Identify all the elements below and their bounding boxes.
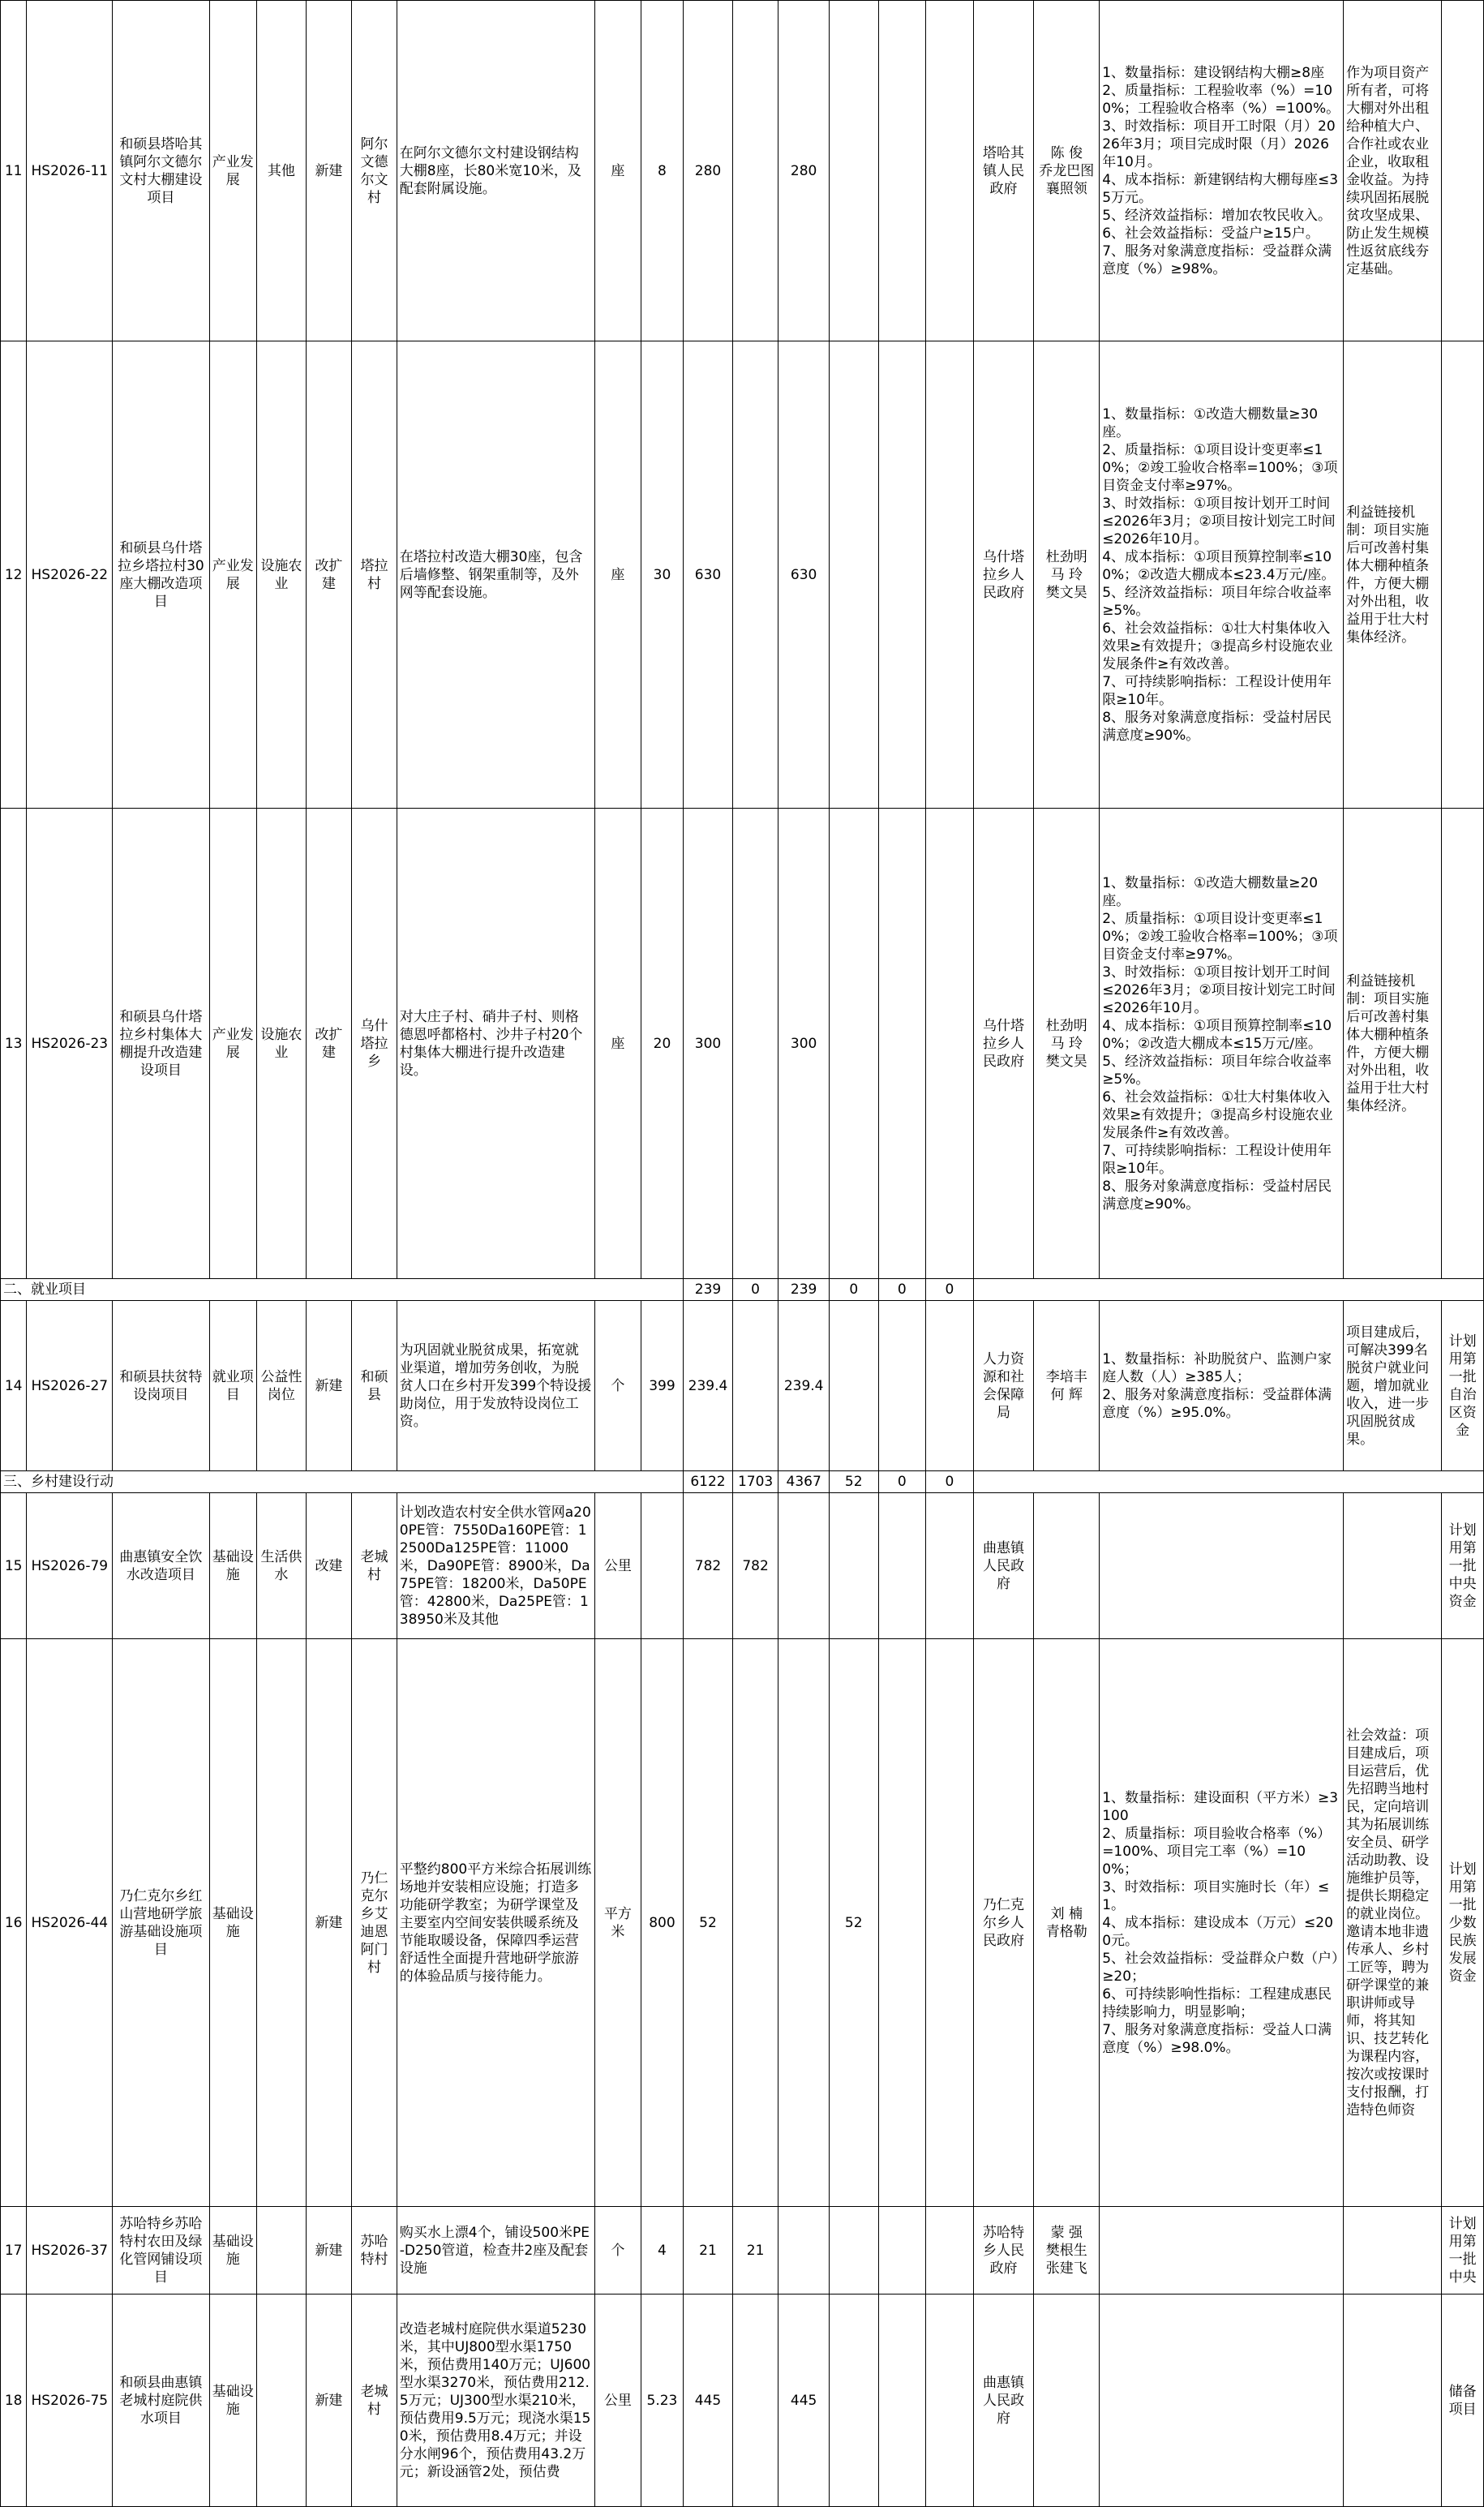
project-subcategory: 公益性岗位	[257, 1301, 307, 1471]
section-row	[1, 1279, 1484, 1301]
unit: 座	[595, 341, 641, 809]
project-location: 苏哈特村	[352, 2207, 397, 2295]
table-row	[1, 1639, 1484, 2207]
scale: 5.23	[641, 2295, 684, 2507]
fund-1	[732, 809, 778, 1279]
project-subcategory: 其他	[257, 1, 307, 341]
project-category: 产业发展	[209, 341, 257, 809]
benefit-mechanism	[1344, 2295, 1442, 2507]
table-row	[1, 341, 1484, 809]
project-name: 和硕县乌什塔拉乡村集体大棚提升改造建设项目	[113, 809, 209, 1279]
fund-1	[732, 1, 778, 341]
table-row	[1, 1301, 1484, 1471]
benefit-mechanism	[1344, 2207, 1442, 2295]
build-type: 新建	[306, 1639, 352, 2207]
fund-4	[878, 1639, 926, 2207]
fund-3	[829, 1301, 878, 1471]
section-f3: 0	[829, 1279, 878, 1301]
section-f2: 239	[778, 1279, 830, 1301]
table-body	[1, 1, 1484, 2507]
remark	[1442, 809, 1484, 1279]
project-name: 苏哈特乡苏哈特村农田及绿化管网铺设项目	[113, 2207, 209, 2295]
row-number: 15	[1, 1493, 27, 1639]
project-content: 为巩固就业脱贫成果，拓宽就业渠道，增加劳务创收，为脱贫人口在乡村开发399个特设援助岗位，用于发放特设岗位工资。	[397, 1301, 594, 1471]
responsible-dept: 曲惠镇人民政府	[973, 2295, 1034, 2507]
fund-2	[778, 1639, 830, 2207]
fund-5	[926, 1493, 974, 1639]
build-type: 新建	[306, 2207, 352, 2295]
fund-2: 239.4	[778, 1301, 830, 1471]
project-content: 改造老城村庭院供水渠道5230米，其中UJ800型水渠1750米，预估费用140万元；UJ600型水渠3270米，预估费用212.5万元；UJ300型水渠210米，预估费用9.5万元；现浇水渠150米，预估费用8.4万元；并设分水闸96个，预估费用43.2万元；新设涵管2处，预估费	[397, 2295, 594, 2507]
project-name: 和硕县乌什塔拉乡塔拉村30座大棚改造项目	[113, 341, 209, 809]
project-content: 平整约800平方米综合拓展训练场地并安装相应设施；打造多功能研学教室；为研学课堂及主要室内空间安装供暖系统及节能取暖设备，保障四季运营舒适性全面提升营地研学旅游的体验品质与接待能力。	[397, 1639, 594, 2207]
remark: 储备项目	[1442, 2295, 1484, 2507]
fund-5	[926, 1, 974, 341]
fund-2	[778, 1493, 830, 1639]
scale: 4	[641, 2207, 684, 2295]
fund-1	[732, 1301, 778, 1471]
scale: 20	[641, 809, 684, 1279]
section-empty	[973, 1471, 1483, 1493]
fund-3	[829, 1, 878, 341]
project-subcategory: 设施农业	[257, 809, 307, 1279]
project-code: HS2026-75	[27, 2295, 113, 2507]
remark: 计划用第一批中央资金	[1442, 1493, 1484, 1639]
benefit-mechanism: 项目建成后，可解决399名脱贫户就业问题，增加就业收入，进一步巩固脱贫成果。	[1344, 1301, 1442, 1471]
project-location: 乃仁克尔乡艾迪恩阿门村	[352, 1639, 397, 2207]
unit: 公里	[595, 2295, 641, 2507]
fund-1: 782	[732, 1493, 778, 1639]
responsible-dept: 苏哈特乡人民政府	[973, 2207, 1034, 2295]
fund-5	[926, 2207, 974, 2295]
unit: 个	[595, 1301, 641, 1471]
row-number: 18	[1, 2295, 27, 2507]
build-type: 新建	[306, 1301, 352, 1471]
fund-1	[732, 341, 778, 809]
total-fund: 239.4	[684, 1301, 733, 1471]
remark: 计划用第一批自治区资金	[1442, 1301, 1484, 1471]
table-row	[1, 1493, 1484, 1639]
fund-5	[926, 341, 974, 809]
project-location: 老城村	[352, 1493, 397, 1639]
responsible-person: 蒙 强 樊根生 张建飞	[1034, 2207, 1100, 2295]
project-code: HS2026-27	[27, 1301, 113, 1471]
scale: 30	[641, 341, 684, 809]
fund-5	[926, 2295, 974, 2507]
build-type: 改扩建	[306, 341, 352, 809]
section-label: 三、乡村建设行动	[1, 1471, 684, 1493]
responsible-person: 李培丰 何 辉	[1034, 1301, 1100, 1471]
fund-3: 52	[829, 1639, 878, 2207]
benefit-mechanism: 利益链接机制：项目实施后可改善村集体大棚种植条件，方便大棚对外出租，收益用于壮大村集体经济。	[1344, 341, 1442, 809]
performance-indicators: 1、数量指标：建设钢结构大棚≥8座 2、质量指标：工程验收率（%）=100%；工程验收合格率（%）=100%。 3、时效指标：项目开工时限（月）2026年3月；项目完成时限（月）2026年10月。 4、成本指标：新建钢结构大棚每座≤35万元。 5、经济效益指标：增加农牧民收入。 6、社会效益指标：受益户≥15户。 7、服务对象满意度指标：受益群众满意度（%）≥98%。	[1100, 1, 1344, 341]
fund-2: 280	[778, 1, 830, 341]
responsible-dept: 曲惠镇人民政府	[973, 1493, 1034, 1639]
section-label: 二、就业项目	[1, 1279, 684, 1301]
fund-5	[926, 1639, 974, 2207]
performance-indicators	[1100, 1493, 1344, 1639]
total-fund: 782	[684, 1493, 733, 1639]
section-total: 239	[684, 1279, 733, 1301]
project-code: HS2026-11	[27, 1, 113, 341]
project-location: 阿尔文德尔文村	[352, 1, 397, 341]
section-total: 6122	[684, 1471, 733, 1493]
responsible-person	[1034, 1493, 1100, 1639]
project-location: 塔拉村	[352, 341, 397, 809]
fund-4	[878, 2295, 926, 2507]
row-number: 14	[1, 1301, 27, 1471]
responsible-person: 陈 俊 乔龙巴图 襄照领	[1034, 1, 1100, 341]
row-number: 11	[1, 1, 27, 341]
section-f4: 0	[878, 1471, 926, 1493]
fund-3	[829, 2295, 878, 2507]
performance-indicators: 1、数量指标：①改造大棚数量≥20座。 2、质量指标：①项目设计变更率≤10%；②竣工验收合格率=100%；③项目资金支付率≥97%。 3、时效指标：①项目按计划开工时间≤2026年3月；②项目按计划完工时间≤2026年10月。 4、成本指标：①项目预算控制率≤100%；②改造大棚成本≤15万元/座。 5、经济效益指标：项目年综合收益率≥5%。 6、社会效益指标：①壮大村集体收入效果≥有效提升；③提高乡村设施农业发展条件≥有效改善。 7、可持续影响指标：工程设计使用年限≥10年。 8、服务对象满意度指标：受益村居民满意度≥90%。	[1100, 809, 1344, 1279]
benefit-mechanism: 利益链接机制：项目实施后可改善村集体大棚种植条件，方便大棚对外出租，收益用于壮大村集体经济。	[1344, 809, 1442, 1279]
section-f4: 0	[878, 1279, 926, 1301]
responsible-dept: 乌什塔拉乡人民政府	[973, 341, 1034, 809]
scale	[641, 1493, 684, 1639]
project-location: 乌什塔拉乡	[352, 809, 397, 1279]
project-category: 基础设施	[209, 1639, 257, 2207]
project-name: 曲惠镇安全饮水改造项目	[113, 1493, 209, 1639]
section-f5: 0	[926, 1471, 974, 1493]
responsible-dept: 塔哈其镇人民政府	[973, 1, 1034, 341]
unit: 座	[595, 809, 641, 1279]
fund-4	[878, 809, 926, 1279]
project-category: 就业项目	[209, 1301, 257, 1471]
responsible-person	[1034, 2295, 1100, 2507]
performance-indicators: 1、数量指标：补助脱贫户、监测户家庭人数（人）≥385人； 2、服务对象满意度指标：受益群体满意度（%）≥95.0%。	[1100, 1301, 1344, 1471]
benefit-mechanism: 社会效益：项目建成后，项目运营后，优先招聘当地村民，定向培训其为拓展训练安全员、研学活动助教、设施维护员等，提供长期稳定的就业岗位。邀请本地非遗传承人、乡村工匠等，聘为研学课堂的兼职讲师或导师，将其知识、技艺转化为课程内容，按次或按课时支付报酬，打造特色师资	[1344, 1639, 1442, 2207]
row-number: 17	[1, 2207, 27, 2295]
fund-2: 630	[778, 341, 830, 809]
scale: 8	[641, 1, 684, 341]
build-type: 新建	[306, 2295, 352, 2507]
fund-2: 300	[778, 809, 830, 1279]
project-code: HS2026-37	[27, 2207, 113, 2295]
project-code: HS2026-79	[27, 1493, 113, 1639]
table-row	[1, 809, 1484, 1279]
project-subcategory: 设施农业	[257, 341, 307, 809]
fund-4	[878, 1, 926, 341]
fund-1	[732, 2295, 778, 2507]
responsible-dept: 人力资源和社会保障局	[973, 1301, 1034, 1471]
project-name: 乃仁克尔乡红山营地研学旅游基础设施项目	[113, 1639, 209, 2207]
total-fund: 280	[684, 1, 733, 341]
project-content: 购买水上漂4个，铺设500米PE-D250管道，检查井2座及配套设施	[397, 2207, 594, 2295]
fund-4	[878, 2207, 926, 2295]
remark: 计划用第一批中央	[1442, 2207, 1484, 2295]
table-row	[1, 2207, 1484, 2295]
total-fund: 445	[684, 2295, 733, 2507]
project-category: 基础设施	[209, 2207, 257, 2295]
row-number: 13	[1, 809, 27, 1279]
fund-4	[878, 341, 926, 809]
section-f1: 0	[732, 1279, 778, 1301]
performance-indicators: 1、数量指标：①改造大棚数量≥30座。 2、质量指标：①项目设计变更率≤10%；②竣工验收合格率=100%；③项目资金支付率≥97%。 3、时效指标：①项目按计划开工时间≤2026年3月；②项目按计划完工时间≤2026年10月。 4、成本指标：①项目预算控制率≤100%；②改造大棚成本≤23.4万元/座。 5、经济效益指标：项目年综合收益率≥5%。 6、社会效益指标：①壮大村集体收入效果≥有效提升；③提高乡村设施农业发展条件≥有效改善。 7、可持续影响指标：工程设计使用年限≥10年。 8、服务对象满意度指标：受益村居民满意度≥90%。	[1100, 341, 1344, 809]
fund-5	[926, 1301, 974, 1471]
project-code: HS2026-23	[27, 809, 113, 1279]
remark: 计划用第一批少数民族发展资金	[1442, 1639, 1484, 2207]
project-category: 产业发展	[209, 809, 257, 1279]
project-subcategory	[257, 1639, 307, 2207]
responsible-person: 刘 楠 青格勒	[1034, 1639, 1100, 2207]
fund-2	[778, 2207, 830, 2295]
fund-1: 21	[732, 2207, 778, 2295]
responsible-person: 杜劲明 马 玲 樊文昊	[1034, 809, 1100, 1279]
unit: 平方米	[595, 1639, 641, 2207]
fund-3	[829, 341, 878, 809]
responsible-person: 杜劲明 马 玲 樊文昊	[1034, 341, 1100, 809]
performance-indicators	[1100, 2295, 1344, 2507]
project-code: HS2026-22	[27, 341, 113, 809]
total-fund: 52	[684, 1639, 733, 2207]
project-subcategory: 生活供水	[257, 1493, 307, 1639]
section-f2: 4367	[778, 1471, 830, 1493]
total-fund: 300	[684, 809, 733, 1279]
row-number: 12	[1, 341, 27, 809]
project-content: 对大庄子村、硝井子村、则格德恩呼都格村、沙井子村20个村集体大棚进行提升改造建设。	[397, 809, 594, 1279]
build-type: 改建	[306, 1493, 352, 1639]
section-f1: 1703	[732, 1471, 778, 1493]
project-content: 计划改造农村安全供水管网a200PE管：7550Da160PE管：12500Da125PE管：11000米，Da90PE管：8900米，Da75PE管：18200米，Da50PE管：42800米，Da25PE管：138950米及其他	[397, 1493, 594, 1639]
performance-indicators	[1100, 2207, 1344, 2295]
row-number: 16	[1, 1639, 27, 2207]
project-name: 和硕县曲惠镇老城村庭院供水项目	[113, 2295, 209, 2507]
section-f5: 0	[926, 1279, 974, 1301]
table-row	[1, 2295, 1484, 2507]
fund-3	[829, 809, 878, 1279]
fund-3	[829, 1493, 878, 1639]
performance-indicators: 1、数量指标：建设面积（平方米）≥3100 2、质量指标：项目验收合格率（%）=100%、项目完工率（%）=100%； 3、时效指标：项目实施时长（年）≤1。 4、成本指标：建设成本（万元）≤200元。 5、社会效益指标：受益群众户数（户）≥20； 6、可持续影响性指标：工程建成惠民持续影响力，明显影响； 7、服务对象满意度指标：受益人口满意度（%）≥98.0%。	[1100, 1639, 1344, 2207]
benefit-mechanism	[1344, 1493, 1442, 1639]
project-location: 老城村	[352, 2295, 397, 2507]
fund-4	[878, 1493, 926, 1639]
project-category: 基础设施	[209, 2295, 257, 2507]
project-category: 基础设施	[209, 1493, 257, 1639]
build-type: 改扩建	[306, 809, 352, 1279]
remark	[1442, 1, 1484, 341]
benefit-mechanism: 作为项目资产所有者，可将大棚对外出租给种植大户、合作社或农业企业，收取租金收益。为持续巩固拓展脱贫攻坚成果、防止发生规模性返贫底线夯定基础。	[1344, 1, 1442, 341]
fund-4	[878, 1301, 926, 1471]
unit: 个	[595, 2207, 641, 2295]
table-row	[1, 1, 1484, 341]
responsible-dept: 乌什塔拉乡人民政府	[973, 809, 1034, 1279]
project-category: 产业发展	[209, 1, 257, 341]
section-f3: 52	[829, 1471, 878, 1493]
fund-5	[926, 809, 974, 1279]
project-name: 和硕县塔哈其镇阿尔文德尔文村大棚建设项目	[113, 1, 209, 341]
total-fund: 630	[684, 341, 733, 809]
project-subcategory	[257, 2207, 307, 2295]
scale: 399	[641, 1301, 684, 1471]
responsible-dept: 乃仁克尔乡人民政府	[973, 1639, 1034, 2207]
fund-2: 445	[778, 2295, 830, 2507]
total-fund: 21	[684, 2207, 733, 2295]
build-type: 新建	[306, 1, 352, 341]
project-subcategory	[257, 2295, 307, 2507]
unit: 座	[595, 1, 641, 341]
section-row	[1, 1471, 1484, 1493]
project-content: 在塔拉村改造大棚30座，包含后墙修整、钢架重制等，及外网等配套设施。	[397, 341, 594, 809]
section-empty	[973, 1279, 1483, 1301]
project-name: 和硕县扶贫特设岗项目	[113, 1301, 209, 1471]
unit: 公里	[595, 1493, 641, 1639]
fund-1	[732, 1639, 778, 2207]
project-code: HS2026-44	[27, 1639, 113, 2207]
remark	[1442, 341, 1484, 809]
project-location: 和硕县	[352, 1301, 397, 1471]
scale: 800	[641, 1639, 684, 2207]
project-content: 在阿尔文德尔文村建设钢结构大棚8座，长80米宽10米，及配套附属设施。	[397, 1, 594, 341]
fund-3	[829, 2207, 878, 2295]
